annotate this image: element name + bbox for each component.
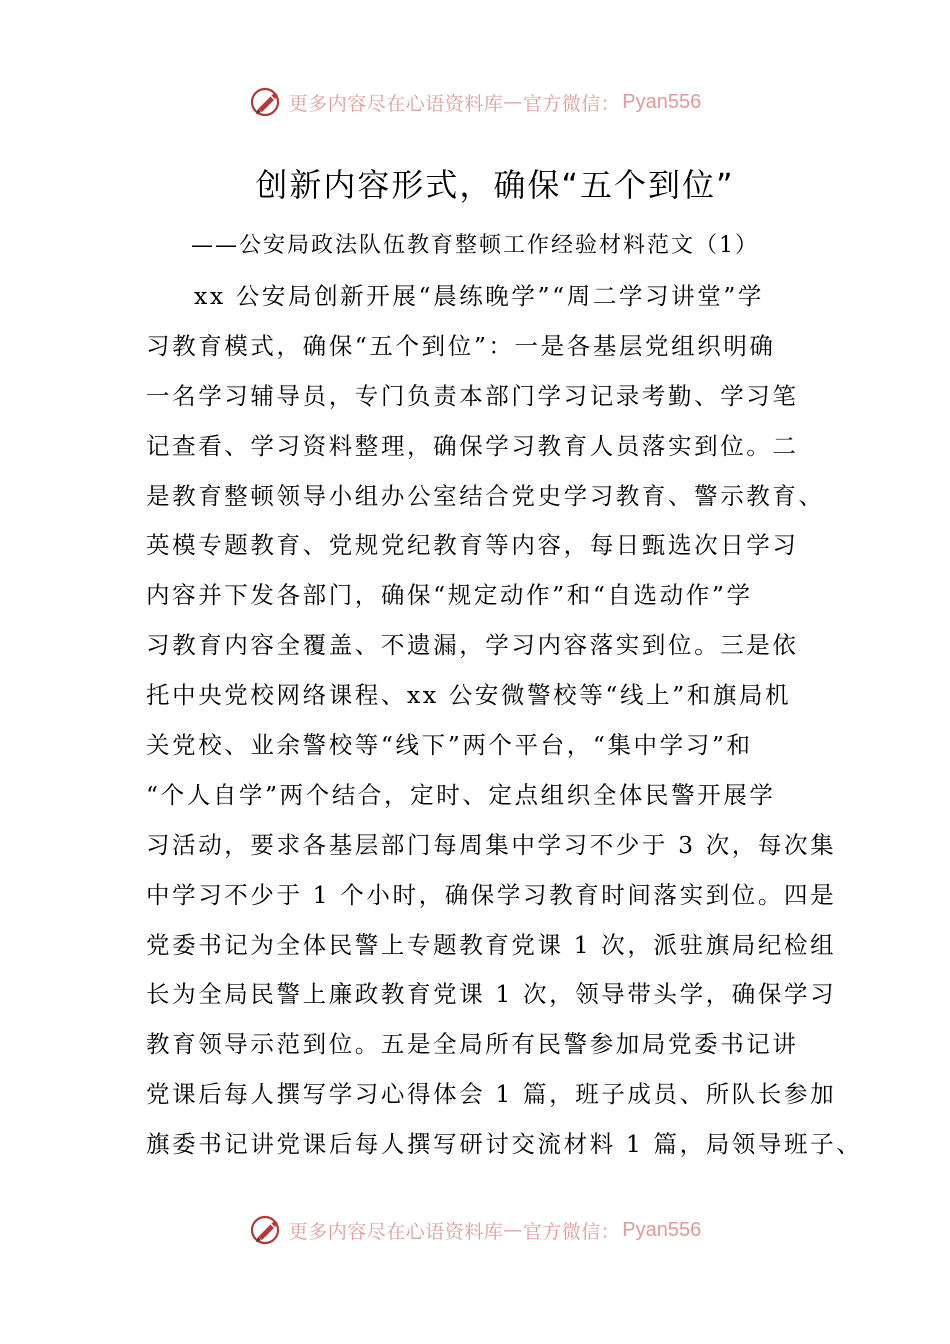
header-banner	[0, 80, 950, 124]
body-line: 一名学习辅导员，专门负责本部门学习记录考勤、学习笔	[146, 381, 799, 410]
pen-logo-icon	[249, 1212, 285, 1248]
body-line: 党委书记为全体民警上专题教育党课 1 次，派驻旗局纪检组	[146, 930, 837, 959]
pen-logo-icon	[249, 84, 285, 120]
body-line: 英模专题教育、党规党纪教育等内容，每日甄选次日学习	[146, 531, 799, 560]
body-line: 教育领导示范到位。五是全局所有民警参加局党委书记讲	[146, 1030, 799, 1059]
banner-separator: —	[503, 91, 523, 113]
banner-separator: —	[503, 1219, 523, 1241]
body-line: 记查看、学习资料整理，确保学习教育人员落实到位。二	[146, 431, 799, 460]
banner-label: 官方微信：	[522, 1220, 621, 1243]
body-line: 习教育内容全覆盖、不遗漏，学习内容落实到位。三是依	[146, 631, 799, 660]
body-line: “个人自学”两个结合，定时、定点组织全体民警开展学	[146, 780, 776, 809]
footer-banner	[0, 1208, 950, 1252]
body-line: 习教育模式，确保“五个到位”：一是各基层党组织明确	[146, 331, 776, 360]
body-line: xx 公安局创新开展“晨练晚学”“周二学习讲堂”学	[194, 282, 765, 310]
body-line: 关党校、业余警校等“线下”两个平台，“集中学习”和	[146, 731, 753, 760]
banner-wechat-id: Pyan556	[622, 90, 702, 113]
banner-text: 更多内容尽在心语资料库	[288, 1220, 504, 1243]
document-body	[146, 276, 863, 1174]
banner-text: 更多内容尽在心语资料库	[288, 92, 504, 115]
body-line: 中学习不少于 1 个小时，确保学习教育时间落实到位。四是	[146, 880, 837, 909]
body-line: 习活动，要求各基层部门每周集中学习不少于 3 次，每次集	[146, 830, 837, 859]
banner-wechat-id: Pyan556	[622, 1218, 702, 1241]
body-line: 党课后每人撰写学习心得体会 1 篇，班子成员、所队长参加	[146, 1080, 837, 1109]
document-title: 创新内容形式，确保“五个到位”	[255, 166, 735, 204]
body-line: 托中央党校网络课程、xx 公安微警校等“线上”和旗局机	[146, 681, 792, 710]
body-line: 长为全局民警上廉政教育党课 1 次，领导带头学，确保学习	[146, 980, 837, 1009]
body-line: 内容并下发各部门，确保“规定动作”和“自选动作”学	[146, 581, 753, 610]
body-line: 是教育整顿领导小组办公室结合党史学习教育、警示教育、	[146, 481, 825, 510]
banner-label: 官方微信：	[522, 92, 621, 115]
body-line: 旗委书记讲党课后每人撰写研讨交流材料 1 篇，局领导班子、	[146, 1130, 863, 1159]
document-subtitle: ——公安局政法队伍教育整顿工作经验材料范文（1）	[191, 233, 759, 258]
